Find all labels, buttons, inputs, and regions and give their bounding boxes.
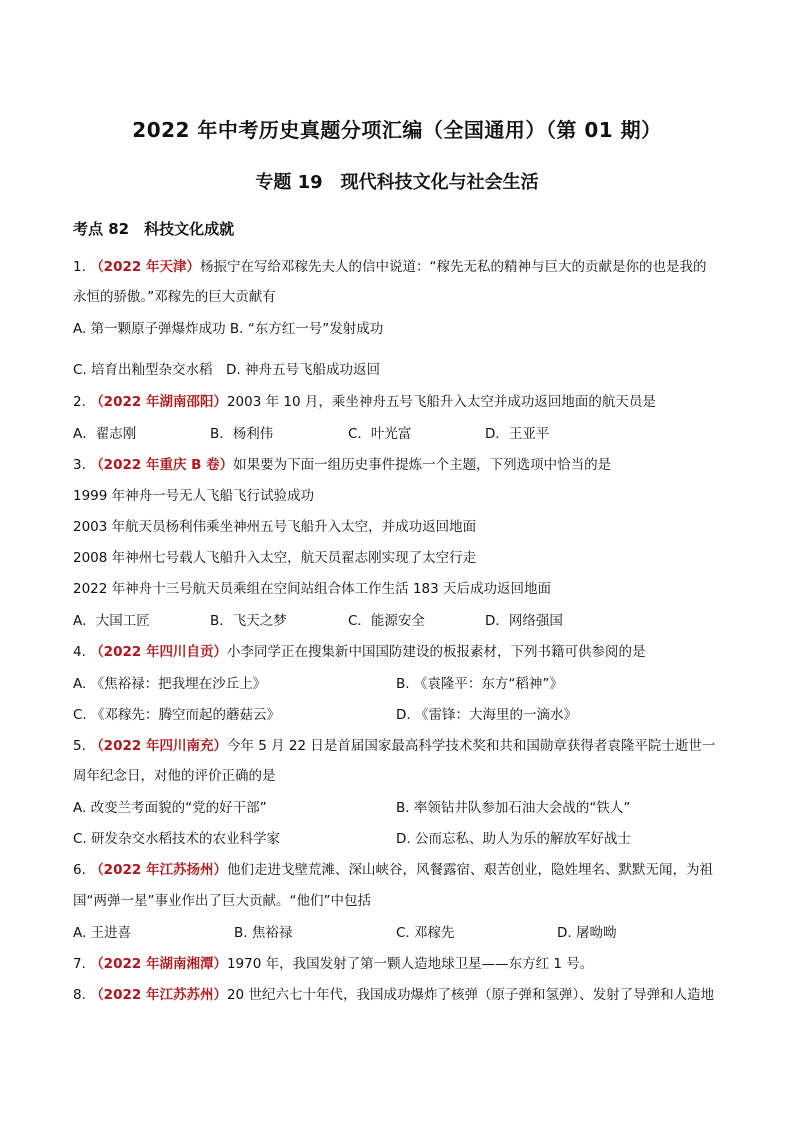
question-number: 8.	[73, 987, 86, 1003]
question-5-line-2: 周年纪念日，对他的评价正确的是	[73, 768, 276, 784]
question-text: 杨振宁在写给邓稼先夫人的信中说道：“稼先无私的精神与巨大的贡献是你的也是我的	[199, 259, 707, 275]
option-a: A．翟志刚	[73, 426, 137, 442]
topic-subtitle: 专题 19 现代科技文化与社会生活	[255, 172, 539, 193]
event-line: 2022 年神舟十三号航天员乘组在空间站组合体工作生活 183 天后成功返回地面	[73, 581, 551, 597]
option-d: D．网络强国	[485, 613, 563, 629]
question-1-options-2: C. 培育出籼型杂交水稻 D. 神舟五号飞船成功返回	[73, 362, 380, 378]
event-line: 1999 年神舟一号无人飞船飞行试验成功	[73, 488, 315, 504]
option-b: B. 《袁隆平：东方“稻神”》	[396, 676, 563, 692]
question-source: （2022 年江苏苏州）	[90, 987, 227, 1003]
option-b: B．杨利伟	[210, 426, 274, 442]
question-text: 今年 5 月 22 日是首届国家最高科学技术奖和共和国勋章获得者袁隆平院士逝世一	[226, 738, 716, 754]
question-number: 5.	[73, 738, 86, 754]
option-c: C. 《邓稼先：腾空而起的蘑菇云》	[73, 707, 281, 723]
question-number: 6.	[73, 862, 86, 878]
question-1-line-2: 永恒的骄傲。”邓稼先的巨大贡献有	[73, 289, 276, 305]
option-a: A. 王进喜	[73, 925, 132, 941]
option-a: A. 《焦裕禄：把我埋在沙丘上》	[73, 676, 267, 692]
question-3-line-1	[73, 456, 611, 474]
question-number: 2.	[73, 394, 86, 410]
question-source: （2022 年四川自贡）	[90, 644, 227, 660]
question-1-options-1: A. 第一颗原子弹爆炸成功 B. “东方红一号”发射成功	[73, 321, 384, 337]
question-4-line-1	[73, 643, 645, 661]
question-text: 20 世纪六七十年代，我国成功爆炸了核弹（原子弹和氢弹）、发射了导弹和人造地	[226, 987, 715, 1003]
option-d: D．王亚平	[485, 426, 550, 442]
option-b: B. 率领钻井队参加石油大会战的“铁人”	[396, 800, 631, 816]
question-source: （2022 年重庆 B 卷）	[90, 457, 234, 473]
option-a: A．大国工匠	[73, 613, 150, 629]
option-c: C. 研发杂交水稻技术的农业科学家	[73, 831, 281, 847]
question-source: （2022 年天津）	[90, 259, 200, 275]
question-number: 1.	[73, 259, 86, 275]
option-b: B. 焦裕禄	[234, 925, 293, 941]
question-7-line-1	[73, 955, 593, 973]
question-2-line-1	[73, 393, 656, 411]
section-heading: 考点 82 科技文化成就	[73, 220, 235, 238]
option-c: C．能源安全	[348, 613, 425, 629]
document-title: 2022 年中考历史真题分项汇编（全国通用）（第 01 期）	[132, 118, 662, 142]
option-b: B．飞天之梦	[210, 613, 287, 629]
question-text: 如果要为下面一组历史事件提炼一个主题，下列选项中恰当的是	[233, 457, 612, 473]
event-line: 2003 年航天员杨利伟乘坐神州五号飞船升入太空，并成功返回地面	[73, 519, 477, 535]
option-d: D. 屠呦呦	[557, 925, 617, 941]
question-5-line-1	[73, 737, 715, 755]
question-6-line-2: 国“两弹一星”事业作出了巨大贡献。“他们”中包括	[73, 893, 371, 909]
question-1-line-1	[73, 258, 706, 276]
question-text: 他们走进戈壁荒滩、深山峡谷，风餐露宿、艰苦创业，隐姓埋名、默默无闻，为祖	[226, 862, 713, 878]
event-line: 2008 年神州七号载人飞船升入太空，航天员翟志刚实现了太空行走	[73, 550, 477, 566]
question-text: 1970 年，我国发射了第一颗人造地球卫星——东方红 1 号。	[226, 956, 594, 972]
question-source: （2022 年江苏扬州）	[90, 862, 227, 878]
option-c: C. 邓稼先	[396, 925, 455, 941]
question-source: （2022 年湖南邵阳）	[90, 394, 227, 410]
option-c: C．叶光富	[348, 426, 412, 442]
question-number: 7.	[73, 956, 86, 972]
question-6-line-1	[73, 861, 713, 879]
question-number: 3.	[73, 457, 86, 473]
option-d: D. 公而忘私、助人为乐的解放军好战士	[396, 831, 631, 847]
option-d: D. 《雷锋：大海里的一滴水》	[396, 707, 577, 723]
question-text: 2003 年 10 月，乘坐神舟五号飞船升入太空并成功返回地面的航天员是	[226, 394, 656, 410]
question-8-line-1	[73, 986, 714, 1004]
question-number: 4.	[73, 644, 86, 660]
option-a: A. 改变兰考面貌的“党的好干部”	[73, 800, 267, 816]
question-text: 小李同学正在搜集新中国国防建设的板报素材，下列书籍可供参阅的是	[226, 644, 646, 660]
question-source: （2022 年四川南充）	[90, 738, 227, 754]
question-source: （2022 年湖南湘潭）	[90, 956, 227, 972]
